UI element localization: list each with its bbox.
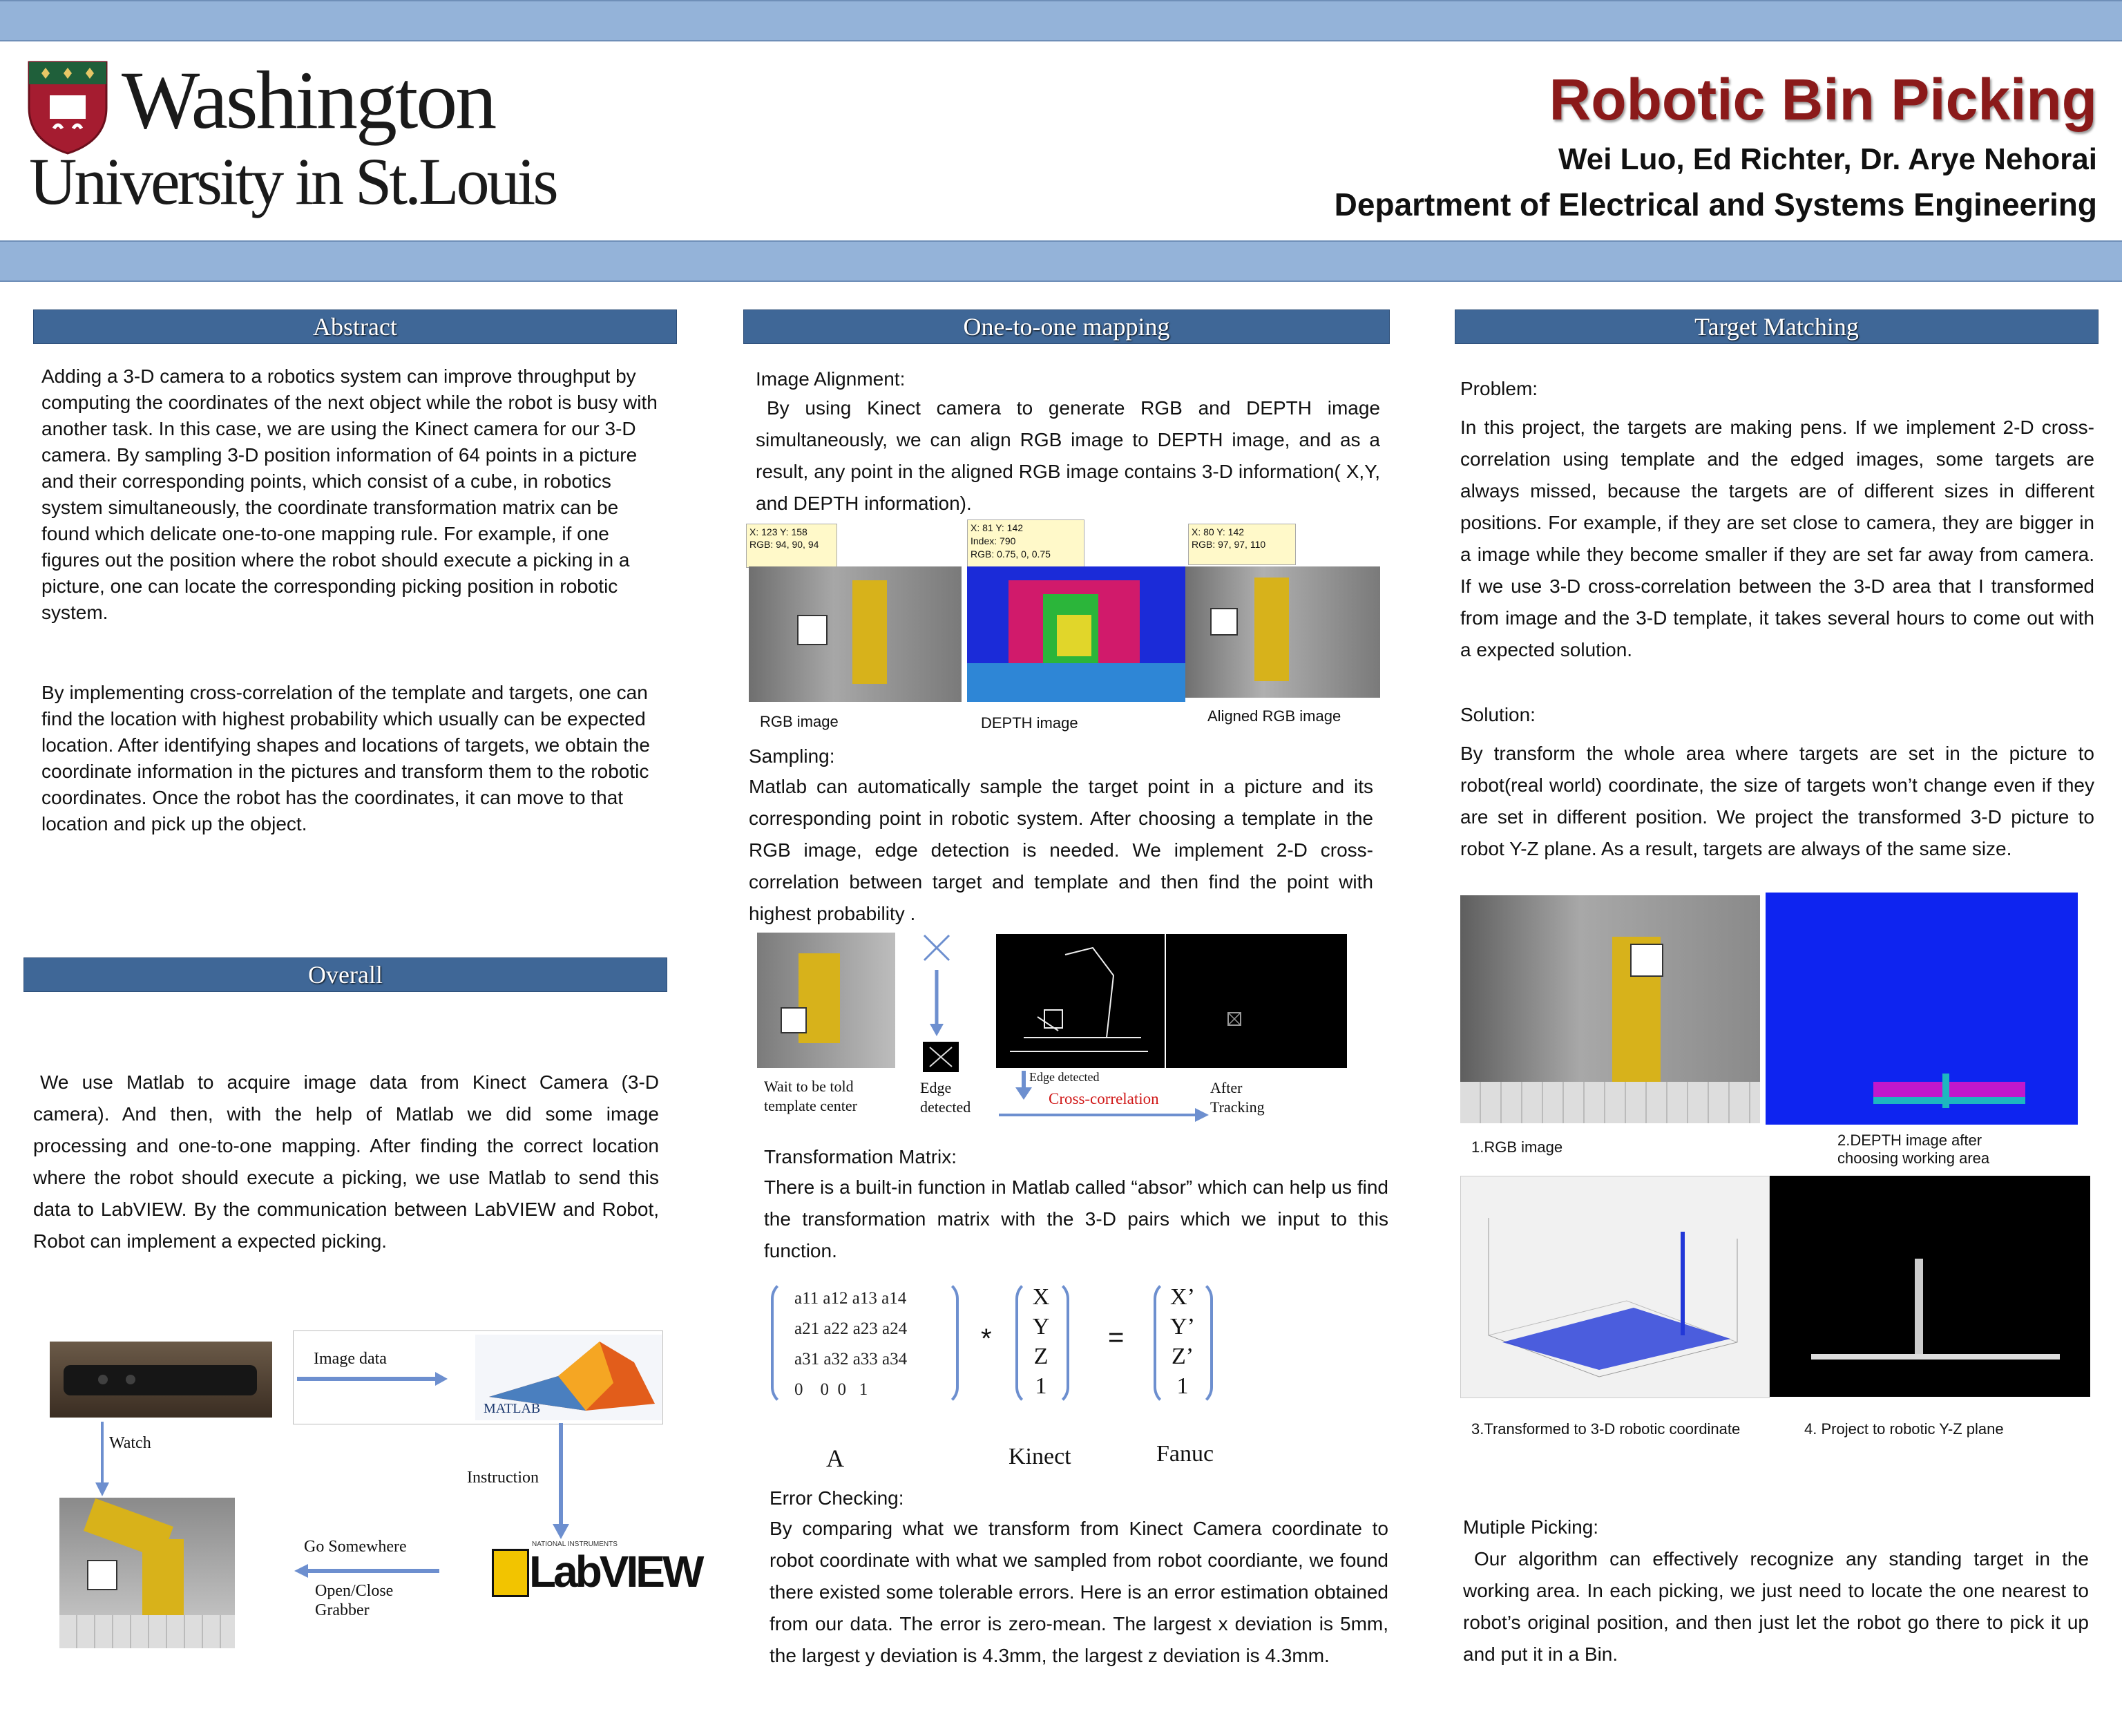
solution-para: By transform the whole area where targets are set in the picture to robot(real world) coordinate, the size of targets won’t change even if they are set in different position. We project the transformed 3-D picture to robot Y-Z plane. As a result, targets are always of the same size. bbox=[1460, 743, 2094, 859]
label-fanuc: Fanuc bbox=[1156, 1441, 1214, 1467]
detected-label: detected bbox=[920, 1098, 971, 1116]
edge-template bbox=[923, 1042, 959, 1072]
cross-correlation-label: Cross-correlation bbox=[1049, 1090, 1159, 1107]
depth-image bbox=[967, 566, 1185, 702]
template-center-label: template center bbox=[764, 1097, 857, 1114]
university-logo bbox=[26, 54, 565, 232]
edge-label: Edge bbox=[920, 1079, 952, 1096]
equals-symbol: = bbox=[1108, 1322, 1125, 1353]
labview-logo bbox=[489, 1541, 702, 1599]
target-depth-image bbox=[1766, 893, 2078, 1125]
logo-line2: University in St.Louis bbox=[29, 144, 556, 218]
header-band bbox=[0, 240, 2122, 282]
sampling-title: Sampling: bbox=[749, 745, 835, 767]
labview-small-text: NATIONAL INSTRUMENTS bbox=[532, 1541, 618, 1548]
edge-detected-label: Edge detected bbox=[1029, 1070, 1100, 1084]
abstract-para2: By implementing cross-correlation of the template and targets, one can find the location with highest probability which usually can be expected location. After identifying shapes and locations of targets, we obtain the coordinate information in the pictures and transform them to the robotic coordinates. Once the robot has the coordinates, it can move to that location and pick up the object. bbox=[41, 682, 651, 834]
after-label: After bbox=[1210, 1079, 1243, 1096]
target-yz-projection bbox=[1770, 1176, 2090, 1397]
depth-tooltip: X: 81 Y: 142 Index: 790 RGB: 0.75, 0, 0.75 bbox=[967, 519, 1084, 568]
shield-icon bbox=[26, 59, 109, 156]
top-band bbox=[0, 0, 2122, 41]
matlab-text: MATLAB bbox=[484, 1401, 541, 1416]
problem-title: Problem: bbox=[1460, 378, 1538, 399]
solution-title: Solution: bbox=[1460, 704, 1536, 725]
transform-para: There is a built-in function in Matlab called “absor” which can help us find the transformation matrix with the 3-D pairs which we input to this function. bbox=[764, 1176, 1388, 1261]
edge-detected-image bbox=[996, 934, 1165, 1068]
grabber-label: Grabber bbox=[315, 1601, 370, 1619]
arrow-down-template bbox=[928, 970, 945, 1036]
error-title: Error Checking: bbox=[770, 1487, 904, 1509]
rgb-tooltip: X: 123 Y: 158 RGB: 94, 90, 94 bbox=[746, 524, 837, 568]
sampling-para: Matlab can automatically sample the target point in a picture and its corresponding point in robotic system. After choosing a template in the RGB image, edge detection is needed. We implement 2-D cross-correlation between target and template and then find the point with highest probability . bbox=[749, 776, 1373, 924]
wait-label: Wait to be told bbox=[764, 1078, 854, 1095]
logo-line1: Washington bbox=[122, 54, 495, 146]
template-cross-icon bbox=[921, 933, 952, 963]
kinect-camera-photo bbox=[50, 1342, 272, 1418]
rgb-image bbox=[749, 566, 962, 702]
arrow-image-data bbox=[297, 1371, 449, 1387]
mapping-heading: One-to-one mapping bbox=[743, 309, 1390, 344]
alignment-para: By using Kinect camera to generate RGB and DEPTH image simultaneously, we can align RGB image to DEPTH image, and as a result, any point in the aligned RGB image contains 3-D information( X,Y, and DEPTH information). bbox=[756, 397, 1380, 514]
rgb-image-caption: RGB image bbox=[760, 713, 839, 730]
template-photo bbox=[757, 933, 895, 1068]
matlab-logo bbox=[475, 1335, 662, 1420]
caption-depth-2: choosing working area bbox=[1837, 1150, 1990, 1167]
caption-3d: 3.Transformed to 3-D robotic coordinate bbox=[1471, 1420, 1741, 1438]
arrow-watch bbox=[94, 1422, 111, 1498]
multi-title: Mutiple Picking: bbox=[1463, 1516, 1599, 1538]
problem-para: In this project, the targets are making pens. If we implement 2-D cross-correlation using template and the edged images, some targets are always missed, because the targets are of different sizes in different positions. For example, if they are set close to camera, they are bigger in a image while they become smaller if they are set far away from camera. If we use 3-D cross-correlation between the 3-D area that I transformed from image and the 3-D template, it takes several hours to come out with a expected solution. bbox=[1460, 417, 2094, 660]
label-kinect: Kinect bbox=[1009, 1444, 1071, 1469]
authors: Wei Luo, Ed Richter, Dr. Arye Nehorai bbox=[1558, 142, 2097, 176]
go-somewhere-label: Go Somewhere bbox=[304, 1538, 407, 1556]
label-a: A bbox=[826, 1444, 844, 1472]
after-tracking-image bbox=[1166, 934, 1347, 1068]
target-heading: Target Matching bbox=[1455, 309, 2099, 344]
aligned-tooltip: X: 80 Y: 142 RGB: 97, 97, 110 bbox=[1188, 524, 1296, 565]
abstract-heading: Abstract bbox=[33, 309, 677, 344]
target-3d-plot bbox=[1460, 1176, 1770, 1398]
aligned-rgb-image bbox=[1185, 566, 1380, 698]
multi-para: Our algorithm can effectively recognize any standing target in the working area. In each picking, we just need to locate the one nearest to robot’s original position, and then just let the robot go there to pick it up and put it in a Bin. bbox=[1463, 1548, 2089, 1665]
open-close-label: Open/Close bbox=[315, 1582, 394, 1600]
kinect-vector: X Y Z 1 bbox=[1032, 1284, 1050, 1399]
alignment-title: Image Alignment: bbox=[756, 368, 906, 390]
department: Department of Electrical and Systems Engineering bbox=[1334, 187, 2097, 222]
robot-photo-small bbox=[59, 1498, 235, 1648]
instruction-label: Instruction bbox=[467, 1469, 539, 1487]
caption-yz: 4. Project to robotic Y-Z plane bbox=[1804, 1420, 2004, 1438]
labview-text: LabVIEW bbox=[529, 1547, 702, 1596]
poster-title: Robotic Bin Picking bbox=[1549, 67, 2097, 132]
depth-image-caption: DEPTH image bbox=[981, 714, 1078, 732]
caption-rgb: 1.RGB image bbox=[1471, 1138, 1563, 1156]
tracking-label: Tracking bbox=[1210, 1098, 1265, 1116]
overall-heading: Overall bbox=[23, 957, 667, 992]
target-rgb-image bbox=[1460, 895, 1760, 1123]
caption-depth-1: 2.DEPTH image after bbox=[1837, 1132, 1982, 1149]
arrow-cross-correlation bbox=[999, 1107, 1210, 1123]
matrix-a: a11 a12 a13 a14 a21 a22 a23 a24 a31 a32 a33 a34 0 0 0 1 bbox=[794, 1289, 908, 1399]
abstract-para1: Adding a 3-D camera to a robotics system can improve throughput by computing the coordinates of the next object while the robot is busy with another task. In this case, we are using the Kinect camera for our 3-D camera. By sampling 3-D position information of 64 points in a picture and their corresponding points, which consist of a cube, in robotics system simultaneously, the coordinate transformation matrix can be found which delicate one-to-one mapping rule. For example, if one figures out the position where the robot should execute a picking in a picture, one can locate the corresponding picking position in robotic system. bbox=[41, 365, 658, 623]
arrow-instruction bbox=[553, 1423, 569, 1541]
watch-label: Watch bbox=[109, 1434, 151, 1452]
transform-title: Transformation Matrix: bbox=[764, 1146, 957, 1167]
arrow-edge-down bbox=[1015, 1071, 1032, 1101]
arrow-go-somewhere bbox=[294, 1563, 439, 1579]
aligned-image-caption: Aligned RGB image bbox=[1207, 707, 1341, 725]
error-para: By comparing what we transform from Kinect Camera coordinate to robot coordinate with what we sampled from robot coordiante, we found there existed some tolerable errors. Here is an error estimation obtained from our data. The error is zero-mean. The largest x deviation is 5mm, the largest y deviation is 4.3mm, the largest z deviation is 4.3mm. bbox=[770, 1518, 1388, 1666]
fanuc-vector: X’ Y’ Z’ 1 bbox=[1170, 1284, 1195, 1399]
times-symbol: * bbox=[981, 1324, 992, 1354]
labview-icon bbox=[492, 1549, 529, 1597]
image-data-label: Image data bbox=[314, 1350, 387, 1368]
overall-para: We use Matlab to acquire image data from Kinect Camera (3-D camera). And then, with the help of Matlab we did some image processing and one-to-one mapping. After finding the correct location where the robot should execute a picking, we use Matlab to send this data to LabVIEW. By the communication between LabVIEW and Robot, Robot can implement a expected picking. bbox=[33, 1071, 659, 1252]
